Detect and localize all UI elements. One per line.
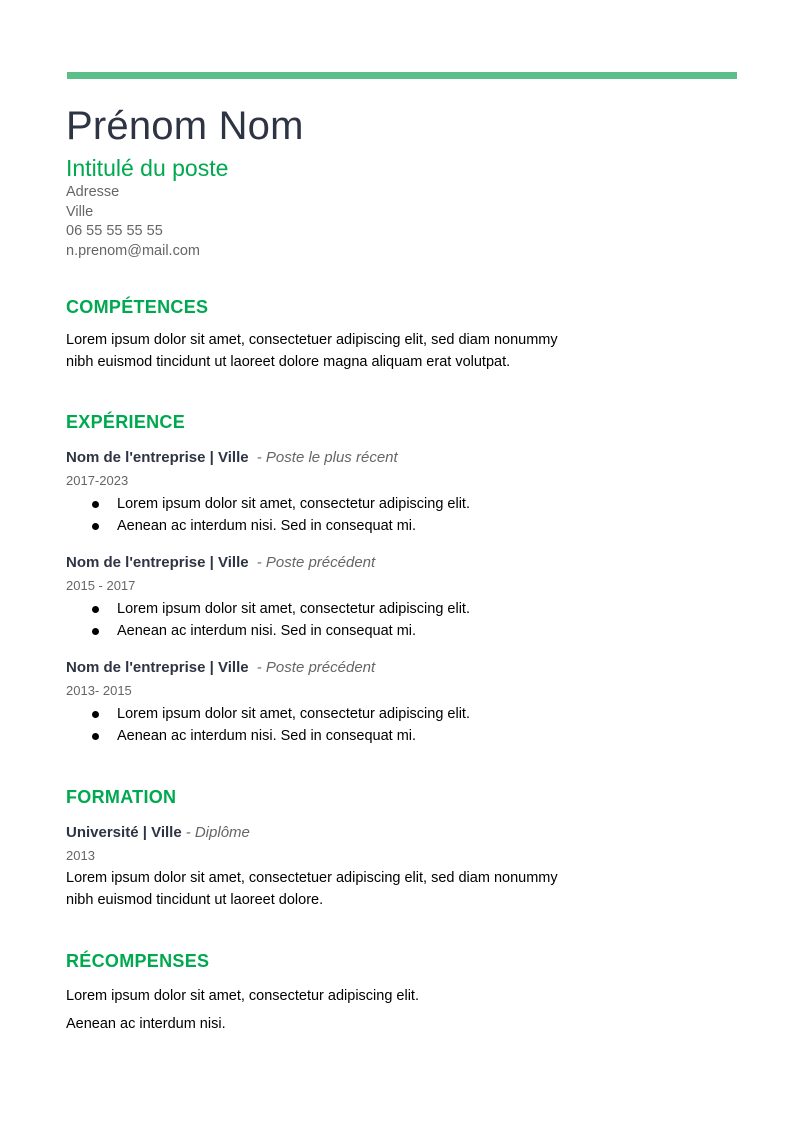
school-name: Université	[66, 824, 139, 841]
contact-address: Adresse	[66, 184, 120, 200]
contact-phone: 06 55 55 55 55	[66, 223, 163, 239]
company-city: Ville	[218, 449, 249, 466]
education-section	[66, 785, 746, 911]
bullet-text: Lorem ipsum dolor sit amet, consectetur adipiscing elit.	[117, 496, 470, 512]
section-title-education: FORMATION	[66, 787, 177, 807]
job-bullets	[66, 703, 746, 747]
education-heading	[66, 822, 746, 844]
heading-separator: |	[209, 449, 214, 466]
job-dates: 2015 - 2017	[66, 578, 136, 593]
job-heading	[66, 447, 746, 469]
contact-city: Ville	[66, 203, 94, 220]
bullet-icon	[92, 606, 99, 613]
bullet-icon	[92, 523, 99, 530]
job-entry	[66, 657, 746, 747]
bullet-icon	[92, 711, 99, 718]
list-item	[66, 620, 746, 642]
list-item	[66, 598, 746, 620]
award-line: Lorem ipsum dolor sit amet, consectetur adipiscing elit.	[66, 988, 419, 1004]
resume-document	[66, 98, 746, 1035]
job-heading	[66, 657, 746, 679]
contact-block	[66, 183, 746, 261]
job-entry	[66, 552, 746, 642]
education-line: Lorem ipsum dolor sit amet, consectetuer adipiscing elit, sed diam nonummy	[66, 870, 558, 886]
company-name: Nom de l'entreprise	[66, 659, 206, 676]
heading-separator: |	[209, 554, 214, 571]
bullet-text: Aenean ac interdum nisi. Sed in consequat mi.	[117, 518, 417, 534]
company-city: Ville	[218, 659, 249, 676]
job-entry	[66, 447, 746, 537]
award-line: Aenean ac interdum nisi.	[66, 1016, 226, 1032]
bullet-text: Aenean ac interdum nisi. Sed in consequat mi.	[117, 728, 417, 744]
skills-section	[66, 295, 746, 373]
school-city: Ville	[151, 824, 182, 841]
list-item	[66, 493, 746, 515]
job-bullets	[66, 493, 746, 537]
skills-text	[66, 329, 746, 373]
job-role: - Poste précédent	[256, 554, 376, 571]
company-city: Ville	[218, 554, 249, 571]
list-item	[66, 725, 746, 747]
bullet-text: Aenean ac interdum nisi. Sed in consequat mi.	[117, 623, 417, 639]
contact-email: n.prenom@mail.com	[66, 242, 200, 259]
resume-header	[66, 98, 746, 261]
list-item	[66, 703, 746, 725]
bullet-icon	[92, 628, 99, 635]
heading-separator: |	[142, 824, 147, 841]
education-year: 2013	[66, 848, 95, 863]
education-text	[66, 867, 746, 911]
bullet-text: Lorem ipsum dolor sit amet, consectetur adipiscing elit.	[117, 706, 470, 722]
job-bullets	[66, 598, 746, 642]
experience-section	[66, 410, 746, 747]
company-name: Nom de l'entreprise	[66, 449, 206, 466]
heading-separator: |	[209, 659, 214, 676]
section-title-awards: RÉCOMPENSES	[66, 951, 210, 971]
degree: - Diplôme	[185, 824, 250, 841]
full-name: Prénom Nom	[66, 104, 304, 148]
skills-line: Lorem ipsum dolor sit amet, consectetuer adipiscing elit, sed diam nonummy	[66, 332, 558, 348]
job-dates: 2017-2023	[66, 473, 129, 488]
job-role: - Poste précédent	[256, 659, 376, 676]
job-role: - Poste le plus récent	[256, 449, 398, 466]
bullet-icon	[92, 501, 99, 508]
company-name: Nom de l'entreprise	[66, 554, 206, 571]
list-item	[66, 515, 746, 537]
job-dates: 2013- 2015	[66, 683, 132, 698]
job-heading	[66, 552, 746, 574]
job-title: Intitulé du poste	[66, 155, 229, 181]
education-line: nibh euismod tincidunt ut laoreet dolore.	[66, 892, 324, 908]
bullet-text: Lorem ipsum dolor sit amet, consectetur adipiscing elit.	[117, 601, 470, 617]
top-accent-bar	[67, 72, 737, 79]
section-title-skills: COMPÉTENCES	[66, 297, 209, 317]
section-title-experience: EXPÉRIENCE	[66, 412, 186, 432]
awards-section	[66, 949, 746, 1035]
skills-line: nibh euismod tincidunt ut laoreet dolore magna aliquam erat volutpat.	[66, 354, 511, 370]
bullet-icon	[92, 733, 99, 740]
